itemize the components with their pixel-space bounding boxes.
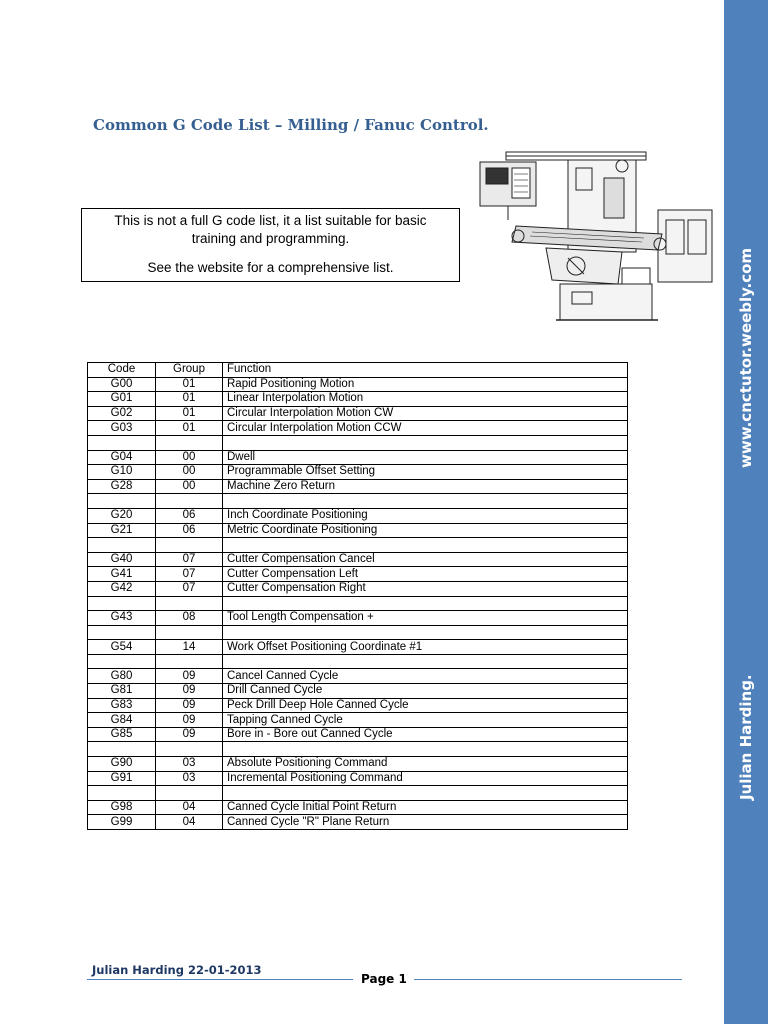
table-row (88, 771, 628, 786)
group-cell: 00 (156, 465, 223, 480)
code-cell: G00 (88, 377, 156, 392)
milling-machine-image (472, 148, 718, 328)
group-cell: 01 (156, 421, 223, 436)
function-cell: Circular Interpolation Motion CCW (223, 421, 628, 436)
note-text-2: See the website for a comprehensive list. (147, 260, 394, 275)
code-cell (88, 538, 156, 553)
group-cell: 07 (156, 581, 223, 596)
code-cell: G28 (88, 479, 156, 494)
code-cell: G83 (88, 698, 156, 713)
function-cell: Inch Coordinate Positioning (223, 508, 628, 523)
website-url[interactable]: www.cnctutor.weebly.com (737, 247, 755, 469)
table-row (88, 523, 628, 538)
note-text-1: This is not a full G code list, it a list suitable for basic training and programming. (114, 213, 427, 246)
code-cell: G02 (88, 406, 156, 421)
code-cell (88, 494, 156, 509)
table-row (88, 654, 628, 669)
author-credit: Julian Harding. (737, 674, 755, 800)
group-cell (156, 742, 223, 757)
function-cell: Incremental Positioning Command (223, 771, 628, 786)
code-cell: G91 (88, 771, 156, 786)
footer-rule-left (87, 979, 353, 980)
table-row (88, 508, 628, 523)
group-cell: 09 (156, 727, 223, 742)
code-cell: G90 (88, 757, 156, 772)
function-cell (223, 625, 628, 640)
function-cell: Absolute Positioning Command (223, 757, 628, 772)
table-row (88, 815, 628, 830)
table-row (88, 786, 628, 801)
code-cell (88, 786, 156, 801)
function-cell: Cancel Canned Cycle (223, 669, 628, 684)
group-cell: 08 (156, 611, 223, 626)
code-cell (88, 654, 156, 669)
group-cell (156, 625, 223, 640)
group-cell (156, 494, 223, 509)
group-cell: 04 (156, 800, 223, 815)
code-cell: G81 (88, 684, 156, 699)
table-row (88, 625, 628, 640)
code-cell: G01 (88, 392, 156, 407)
table-row (88, 377, 628, 392)
table-row (88, 494, 628, 509)
group-cell: 14 (156, 640, 223, 655)
group-cell: 00 (156, 450, 223, 465)
table-row (88, 742, 628, 757)
function-cell (223, 786, 628, 801)
group-cell: 00 (156, 479, 223, 494)
function-cell: Machine Zero Return (223, 479, 628, 494)
function-cell: Tool Length Compensation + (223, 611, 628, 626)
code-cell: G54 (88, 640, 156, 655)
footer-author-date: Julian Harding 22-01-2013 (92, 963, 262, 977)
code-cell: G03 (88, 421, 156, 436)
group-cell: 09 (156, 669, 223, 684)
function-cell (223, 742, 628, 757)
group-cell (156, 538, 223, 553)
function-cell: Bore in - Bore out Canned Cycle (223, 727, 628, 742)
code-cell: G98 (88, 800, 156, 815)
table-row (88, 479, 628, 494)
function-cell: Work Offset Positioning Coordinate #1 (223, 640, 628, 655)
function-cell: Tapping Canned Cycle (223, 713, 628, 728)
group-cell: 06 (156, 523, 223, 538)
code-cell: G43 (88, 611, 156, 626)
group-cell: 06 (156, 508, 223, 523)
group-cell (156, 435, 223, 450)
group-cell: 07 (156, 552, 223, 567)
function-cell: Linear Interpolation Motion (223, 392, 628, 407)
group-cell: 01 (156, 406, 223, 421)
code-cell: G99 (88, 815, 156, 830)
function-cell: Drill Canned Cycle (223, 684, 628, 699)
table-row (88, 727, 628, 742)
sidebar-band (724, 0, 768, 1024)
group-cell (156, 786, 223, 801)
group-cell: 01 (156, 392, 223, 407)
table-row (88, 684, 628, 699)
g-code-table (87, 362, 628, 830)
table-row (88, 406, 628, 421)
page-title: Common G Code List – Milling / Fanuc Control. (93, 116, 489, 134)
group-cell: 03 (156, 757, 223, 772)
function-cell: Rapid Positioning Motion (223, 377, 628, 392)
function-cell: Dwell (223, 450, 628, 465)
page-number: Page 1 (361, 972, 407, 986)
code-cell (88, 742, 156, 757)
table-row (88, 392, 628, 407)
function-cell (223, 596, 628, 611)
footer-rule-right (414, 979, 682, 980)
table-row (88, 567, 628, 582)
function-cell: Peck Drill Deep Hole Canned Cycle (223, 698, 628, 713)
code-cell (88, 596, 156, 611)
code-cell: G21 (88, 523, 156, 538)
group-cell: 09 (156, 713, 223, 728)
group-cell: 01 (156, 377, 223, 392)
table-row (88, 552, 628, 567)
code-cell: G20 (88, 508, 156, 523)
table-row (88, 713, 628, 728)
code-cell: Code (88, 363, 156, 378)
function-cell (223, 538, 628, 553)
table-row (88, 596, 628, 611)
group-cell: 09 (156, 698, 223, 713)
function-cell: Circular Interpolation Motion CW (223, 406, 628, 421)
code-cell: G40 (88, 552, 156, 567)
note-box (81, 208, 460, 282)
group-cell (156, 596, 223, 611)
table-header-row (88, 363, 628, 378)
table-row (88, 640, 628, 655)
table-row (88, 450, 628, 465)
table-row (88, 800, 628, 815)
function-cell: Cutter Compensation Left (223, 567, 628, 582)
code-cell: G10 (88, 465, 156, 480)
function-cell: Cutter Compensation Right (223, 581, 628, 596)
function-cell: Programmable Offset Setting (223, 465, 628, 480)
function-cell: Canned Cycle Initial Point Return (223, 800, 628, 815)
group-cell: 04 (156, 815, 223, 830)
function-cell (223, 494, 628, 509)
table-row (88, 757, 628, 772)
table-row (88, 611, 628, 626)
group-cell: 03 (156, 771, 223, 786)
function-cell: Cutter Compensation Cancel (223, 552, 628, 567)
function-cell (223, 654, 628, 669)
table-row (88, 698, 628, 713)
table-row (88, 581, 628, 596)
group-cell: 07 (156, 567, 223, 582)
function-cell (223, 435, 628, 450)
code-cell: G04 (88, 450, 156, 465)
group-cell: 09 (156, 684, 223, 699)
table-row (88, 669, 628, 684)
group-cell: Group (156, 363, 223, 378)
code-cell: G42 (88, 581, 156, 596)
table-row (88, 538, 628, 553)
code-cell (88, 435, 156, 450)
code-cell: G84 (88, 713, 156, 728)
code-cell (88, 625, 156, 640)
table-row (88, 465, 628, 480)
function-cell: Canned Cycle "R" Plane Return (223, 815, 628, 830)
code-cell: G85 (88, 727, 156, 742)
function-cell: Function (223, 363, 628, 378)
group-cell (156, 654, 223, 669)
table-row (88, 421, 628, 436)
table-row (88, 435, 628, 450)
code-cell: G41 (88, 567, 156, 582)
code-cell: G80 (88, 669, 156, 684)
function-cell: Metric Coordinate Positioning (223, 523, 628, 538)
